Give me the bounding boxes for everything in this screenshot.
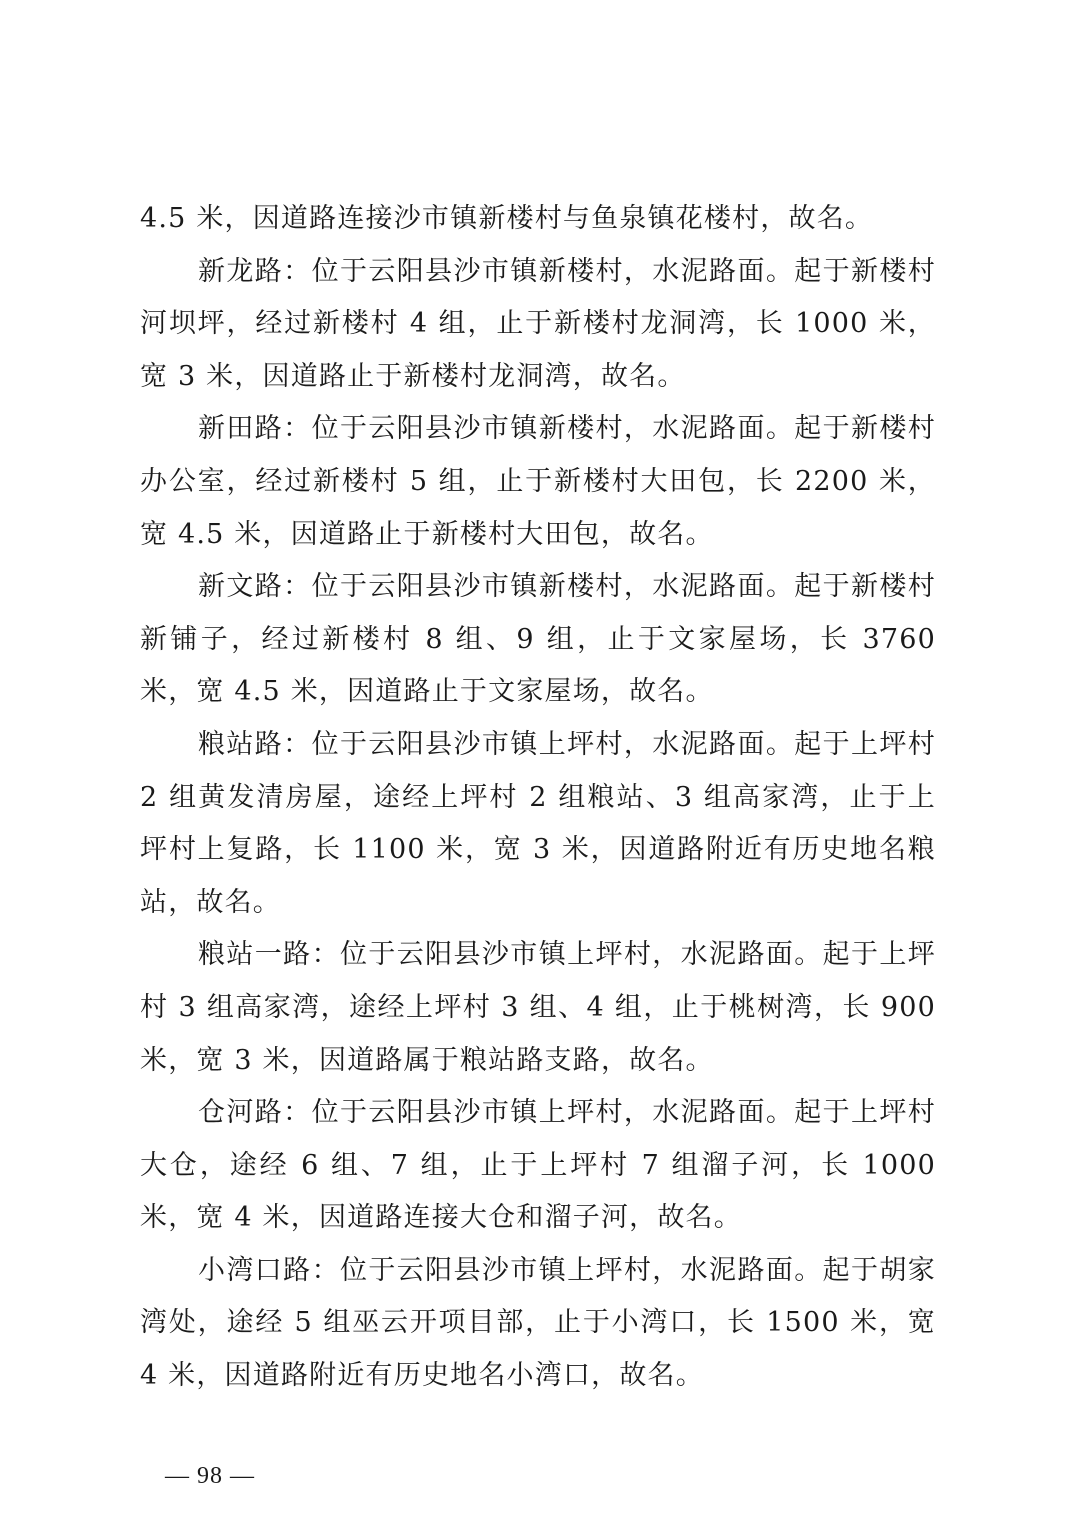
paragraph-liangzhan-first-road: 粮站一路：位于云阳县沙市镇上坪村，水泥路面。起于上坪村 3 组高家湾，途经上坪村 3 组、4 组，止于桃树湾，长 900 米，宽 3 米，因道路属于粮站路支路，故名。 (140, 939, 936, 1076)
paragraph-continuation: 4.5 米，因道路连接沙市镇新楼村与鱼泉镇花楼村，故名。 (140, 203, 874, 234)
paragraph-xiaowankou-road: 小湾口路：位于云阳县沙市镇上坪村，水泥路面。起于胡家湾处，途经 5 组巫云开项目部，止于小湾口，长 1500 米，宽 4 米，因道路附近有历史地名小湾口，故名。 (140, 1254, 936, 1392)
paragraph-xintian-road: 新田路：位于云阳县沙市镇新楼村，水泥路面。起于新楼村办公室，经过新楼村 5 组，止于新楼村大田包，长 2200 米，宽 4.5 米，因道路止于新楼村大田包，故名。 (140, 413, 936, 550)
paragraph-liangzhan-road: 粮站路：位于云阳县沙市镇上坪村，水泥路面。起于上坪村 2 组黄发清房屋，途经上坪村 2 组粮站、3 组高家湾，止于上坪村上复路，长 1100 米，宽 3 米，因道路附近有历史地名粮站，故名。 (140, 728, 936, 918)
paragraph-xinwen-road: 新文路：位于云阳县沙市镇新楼村，水泥路面。起于新楼村新铺子，经过新楼村 8 组、9 组，止于文家屋场，长 3760 米，宽 4.5 米，因道路止于文家屋场，故名。 (140, 571, 936, 708)
paragraph-canghe-road: 仓河路：位于云阳县沙市镇上坪村，水泥路面。起于上坪村大仓，途经 6 组、7 组，止于上坪村 7 组溜子河，长 1000 米，宽 4 米，因道路连接大仓和溜子河，故名。 (140, 1097, 936, 1234)
page-number: — 98 — (165, 1463, 255, 1489)
paragraph-xinlong-road: 新龙路：位于云阳县沙市镇新楼村，水泥路面。起于新楼村河坝坪，经过新楼村 4 组，止于新楼村龙洞湾，长 1000 米，宽 3 米，因道路止于新楼村龙洞湾，故名。 (140, 255, 936, 392)
document-body (140, 193, 936, 1403)
